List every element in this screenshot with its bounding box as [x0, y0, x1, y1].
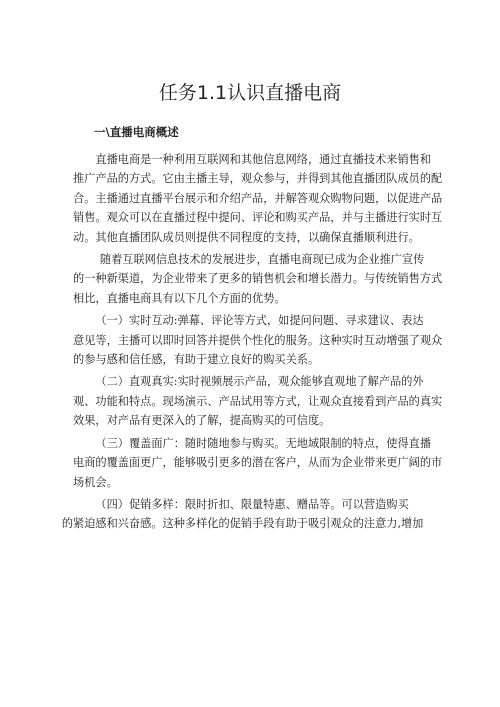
paragraph-line: 效果，对产品有更深入的了解，提高购买的可信度。 — [73, 414, 331, 428]
paragraph-line: 的紧迫感和兴奋感。这种多样化的促销手段有助于吸引观众的注意力,增加 — [61, 517, 424, 531]
paragraph-line: 观、功能和特点。现场演示、产品试用等方式，让观众直接看到产品的真实 — [73, 394, 443, 408]
paragraph-line: 的参与感和信任感，有助于建立良好的购买关系。 — [73, 353, 320, 367]
document-title: 任务1.1认识直播电商 — [158, 82, 342, 104]
paragraph-advantages-intro — [73, 250, 443, 308]
paragraph-line: 相比，直播电商具有以下几个方面的优势。 — [73, 291, 286, 305]
paragraph-line: 动。其他直播团队成员则提供不同程度的支持，以确保直播顺利进行。 — [73, 230, 420, 244]
paragraph-line: （四）促销多样：限时折扣、限量特惠、赠品等。可以营造购买 — [95, 497, 409, 511]
section-heading: 一\直播电商概述 — [94, 125, 179, 139]
paragraph-line: 电商的覆盖面更广，能够吸引更多的潜在客户，从而为企业带来更广阔的市 — [73, 456, 443, 470]
paragraph-line: （二）直观真实:实时视频展示产品，观众能够直观地了解产品的外 — [95, 375, 424, 389]
paragraph-line: 意见等，主播可以即时回答并提供个性化的服务。这种实时互动增强了观众 — [73, 333, 443, 347]
paragraph-wide-coverage — [73, 434, 443, 492]
document-body — [61, 150, 443, 534]
paragraph-line: （三）覆盖面广：随时随地参与购买。无地域限制的特点，使得直播 — [95, 436, 432, 450]
paragraph-line: 场机会。 — [73, 475, 118, 489]
paragraph-realtime-interaction — [73, 311, 443, 369]
paragraph-diverse-promotions — [61, 495, 433, 534]
paragraph-line: 销售。观众可以在直播过程中提问、评论和购买产品，并与主播进行实时互 — [73, 211, 443, 225]
paragraph-line: 推广产品的方式。它由主播主导，观众参与，并得到其他直播团队成员的配 — [73, 172, 443, 186]
paragraph-line: 合。主播通过直播平台展示和介绍产品，并解答观众购物问题，以促进产品 — [73, 191, 443, 205]
paragraph-intuitive-real — [73, 372, 443, 430]
paragraph-line: 直播电商是一种利用互联网和其他信息网络，通过直播技术来销售和 — [95, 153, 432, 166]
paragraph-line: 的一种新渠道，为企业带来了更多的销售机会和增长潜力。与传统销售方式 — [73, 272, 443, 286]
paragraph-line: 随着互联网信息技术的发展进步，直播电商现已成为企业推广宣传 — [99, 253, 425, 267]
paragraph-line: （一）实时互动:弹幕、评论等方式，如提问问题、寻求建议、表达 — [95, 314, 424, 328]
paragraph-overview — [73, 150, 443, 247]
